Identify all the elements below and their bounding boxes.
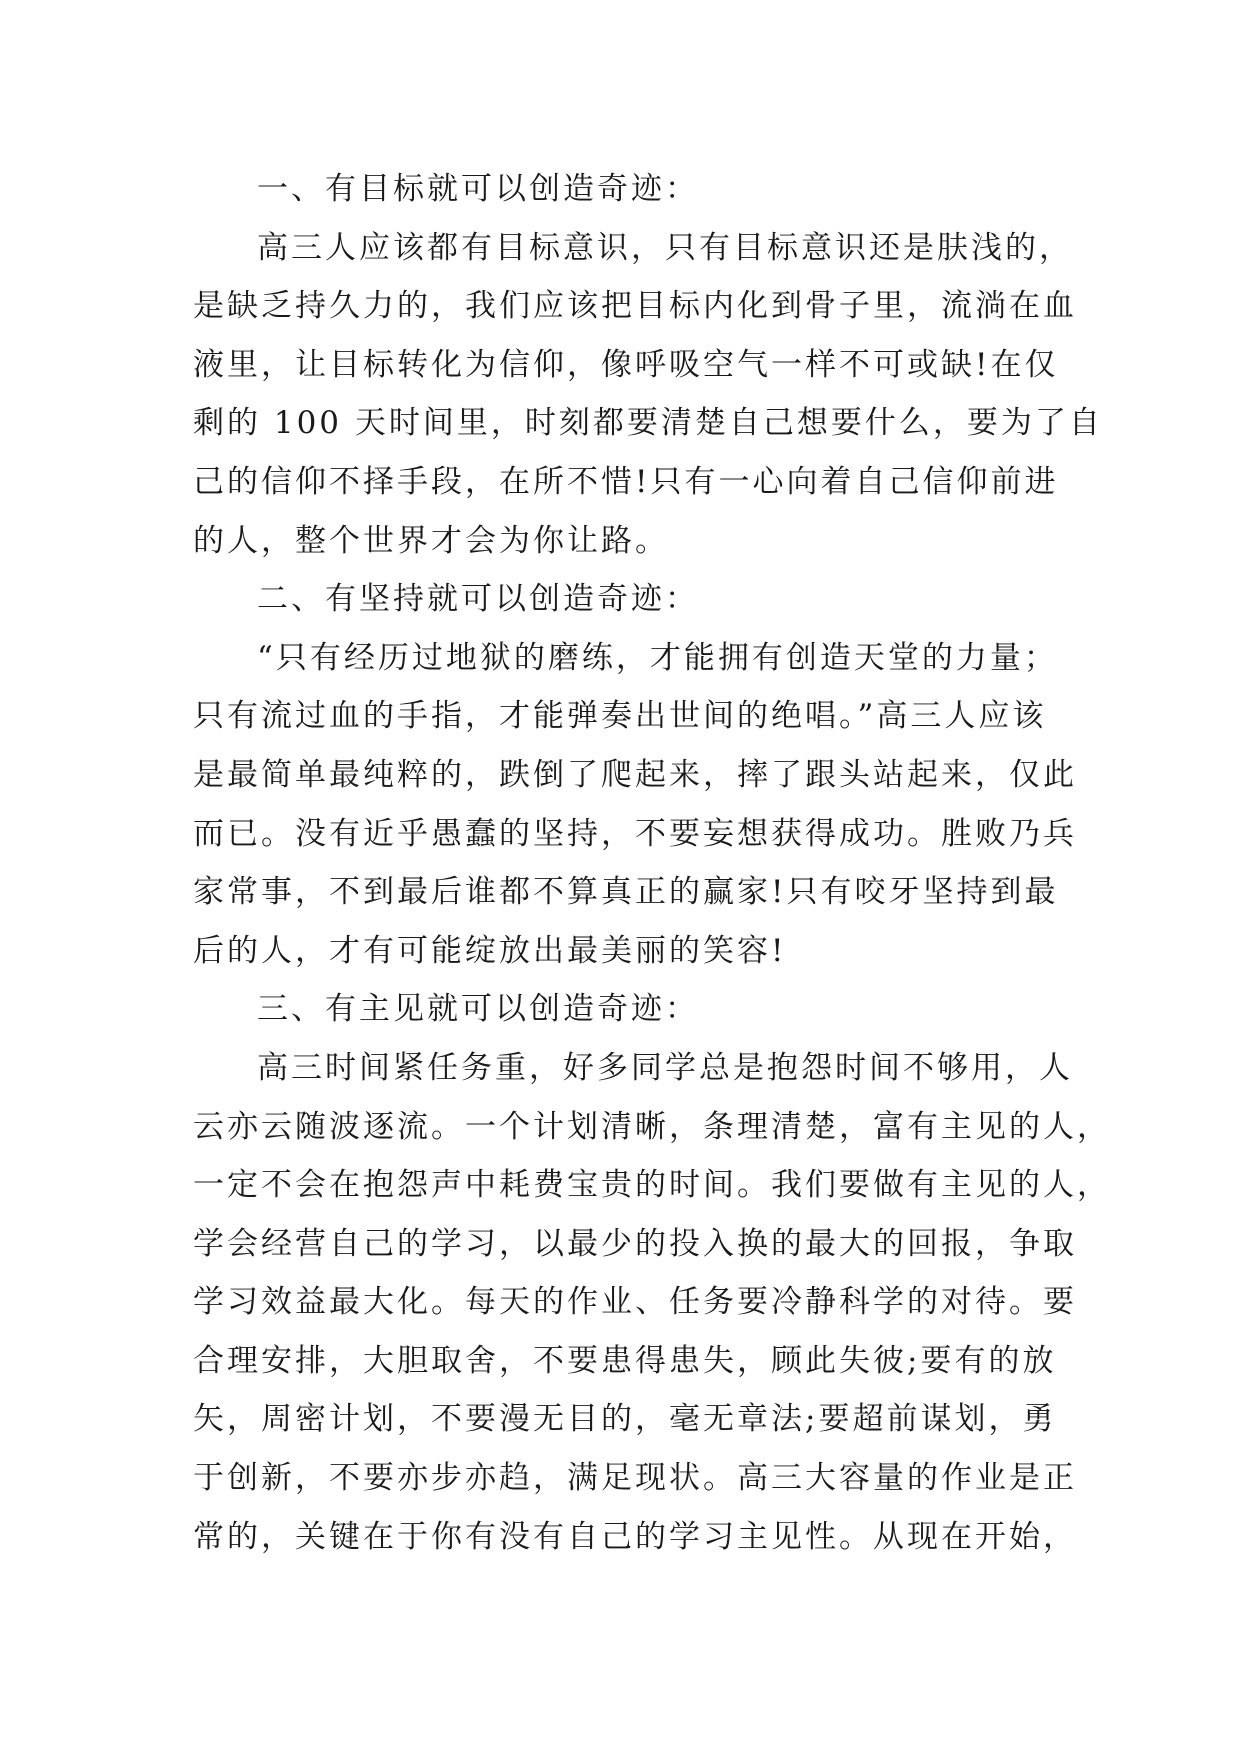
paragraph-line: 是最简单最纯粹的，跌倒了爬起来，摔了跟头站起来，仅此	[193, 756, 1077, 793]
section-heading-persistence: 二、有坚持就可以创造奇迹：	[257, 581, 699, 618]
paragraph-line: 只有流过血的手指，才能弹奏出世间的绝唱。”高三人应该	[193, 698, 1047, 735]
paragraph-line: 矢，周密计划，不要漫无目的，毫无章法;要超前谋划，勇	[193, 1401, 1057, 1438]
paragraph-line: 合理安排，大胆取舍，不要患得患失，顾此失彼;要有的放	[193, 1342, 1057, 1379]
paragraph-line: 而已。没有近乎愚蠢的坚持，不要妄想获得成功。胜败乃兵	[193, 815, 1077, 852]
paragraph-line: 液里，让目标转化为信仰，像呼吸空气一样不可或缺!在仅	[193, 346, 1059, 383]
paragraph-line: 家常事，不到最后谁都不算真正的赢家!只有咬牙坚持到最	[193, 874, 1059, 911]
section-heading-goal: 一、有目标就可以创造奇迹：	[257, 171, 699, 207]
paragraph-line: 学会经营自己的学习，以最少的投入换的最大的回报，争取	[193, 1225, 1077, 1262]
paragraph-line: 后的人，才有可能绽放出最美丽的笑容!	[193, 932, 787, 969]
paragraph-line: 一定不会在抱怨声中耗费宝贵的时间。我们要做有主见的人，	[193, 1167, 1111, 1204]
paragraph-line: 云亦云随波逐流。一个计划清晰，条理清楚，富有主见的人，	[193, 1108, 1111, 1145]
section-heading-independence: 三、有主见就可以创造奇迹：	[257, 991, 699, 1028]
paragraph-line: 于创新，不要亦步亦趋，满足现状。高三大容量的作业是正	[193, 1460, 1077, 1497]
paragraph-line: 高三时间紧任务重，好多同学总是抱怨时间不够用，人	[257, 1049, 1073, 1086]
paragraph-line: “只有经历过地狱的磨练，才能拥有创造天堂的力量；	[257, 639, 1058, 676]
paragraph-line: 己的信仰不择手段，在所不惜!只有一心向着自己信仰前进	[193, 463, 1059, 500]
paragraph-line: 的人，整个世界才会为你让路。	[193, 522, 669, 559]
paragraph-line: 学习效益最大化。每天的作业、任务要冷静科学的对待。要	[193, 1284, 1077, 1321]
paragraph-line: 剩的 100 天时间里，时刻都要清楚自己想要什么，要为了自	[193, 405, 1103, 442]
document-body	[193, 160, 1111, 1566]
paragraph-line: 高三人应该都有目标意识，只有目标意识还是肤浅的，	[257, 229, 1073, 266]
paragraph-line: 常的，关键在于你有没有自己的学习主见性。从现在开始，	[193, 1518, 1077, 1555]
paragraph-line: 是缺乏持久力的，我们应该把目标内化到骨子里，流淌在血	[193, 288, 1077, 325]
